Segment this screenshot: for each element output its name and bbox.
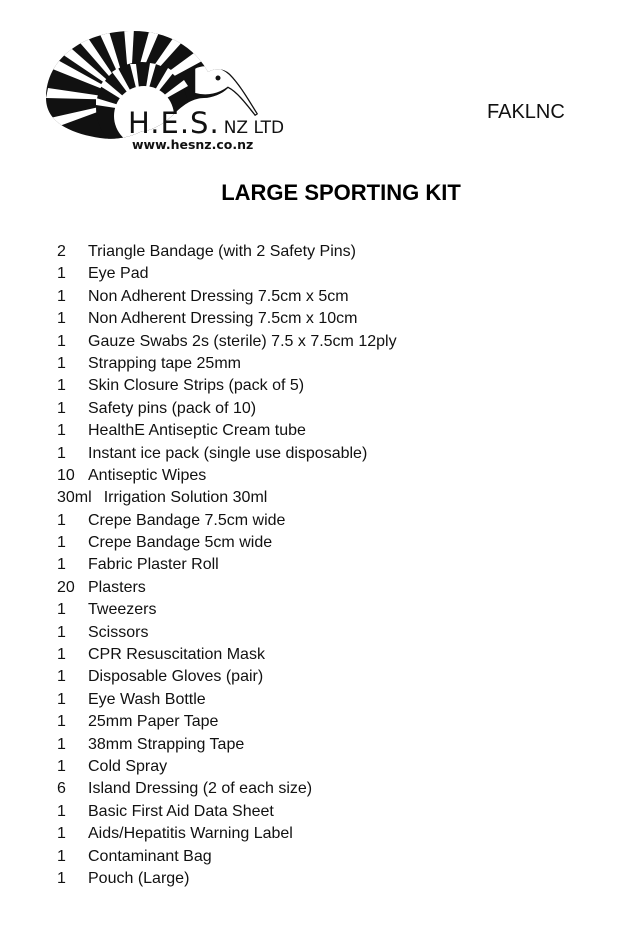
- item-quantity: 1: [57, 377, 66, 395]
- list-item: [57, 644, 397, 666]
- item-description: Pouch (Large): [88, 869, 190, 887]
- item-description: Plasters: [88, 578, 146, 596]
- item-quantity: 30ml: [57, 489, 92, 507]
- item-quantity: 1: [57, 265, 66, 283]
- item-description: Irrigation Solution 30ml: [103, 489, 268, 507]
- item-description: Antiseptic Wipes: [88, 466, 207, 484]
- list-item: [57, 241, 397, 263]
- website-url: www.hesnz.co.nz: [132, 137, 254, 152]
- item-quantity: 1: [57, 802, 66, 820]
- list-item: [57, 510, 397, 532]
- item-quantity: 1: [57, 310, 66, 328]
- company-name: [128, 106, 284, 140]
- item-description: Island Dressing (2 of each size): [88, 780, 313, 798]
- item-description: Crepe Bandage 5cm wide: [88, 534, 273, 552]
- item-description: Non Adherent Dressing 7.5cm x 5cm: [88, 287, 349, 305]
- item-description: HealthE Antiseptic Cream tube: [88, 422, 306, 440]
- item-description: Strapping tape 25mm: [88, 354, 241, 372]
- brand-name: H.E.S.: [128, 106, 220, 140]
- list-item: [57, 286, 397, 308]
- list-item: [57, 308, 397, 330]
- item-quantity: 1: [57, 825, 66, 843]
- item-description: Contaminant Bag: [88, 847, 212, 865]
- list-item: [57, 599, 397, 621]
- page-title: LARGE SPORTING KIT: [221, 180, 461, 205]
- item-description: Safety pins (pack of 10): [88, 399, 257, 417]
- item-quantity: 1: [57, 534, 66, 552]
- list-item: [57, 398, 397, 420]
- item-description: Eye Pad: [88, 265, 149, 283]
- product-code: FAKLNC: [487, 101, 565, 123]
- list-item: [57, 465, 397, 487]
- list-item: [57, 554, 397, 576]
- item-description: Cold Spray: [88, 757, 168, 775]
- item-quantity: 1: [57, 556, 66, 574]
- item-description: Non Adherent Dressing 7.5cm x 10cm: [88, 310, 358, 328]
- item-description: CPR Resuscitation Mask: [88, 646, 265, 664]
- item-quantity: 1: [57, 623, 66, 641]
- item-description: Basic First Aid Data Sheet: [88, 802, 274, 820]
- item-description: 38mm Strapping Tape: [88, 735, 245, 753]
- item-description: Skin Closure Strips (pack of 5): [88, 377, 305, 395]
- item-description: Disposable Gloves (pair): [88, 668, 264, 686]
- item-quantity: 1: [57, 422, 66, 440]
- list-item: [57, 487, 397, 509]
- item-quantity: 1: [57, 646, 66, 664]
- item-description: Instant ice pack (single use disposable): [88, 444, 368, 462]
- list-item: [57, 532, 397, 554]
- list-item: [57, 823, 397, 845]
- item-quantity: 1: [57, 444, 66, 462]
- item-quantity: 2: [57, 243, 66, 260]
- item-quantity: 1: [57, 601, 66, 619]
- item-quantity: 1: [57, 690, 66, 708]
- item-quantity: 1: [57, 354, 66, 372]
- list-item: [57, 868, 397, 890]
- item-quantity: 1: [57, 757, 66, 775]
- item-quantity: 1: [57, 735, 66, 753]
- item-quantity: 1: [57, 287, 66, 305]
- list-item: [57, 689, 397, 711]
- list-item: [57, 353, 397, 375]
- item-quantity: 6: [57, 780, 66, 798]
- list-item: [57, 263, 397, 285]
- item-description: Gauze Swabs 2s (sterile) 7.5 x 7.5cm 12ply: [88, 332, 397, 350]
- item-quantity: 10: [57, 466, 75, 484]
- item-quantity: 1: [57, 713, 66, 731]
- item-quantity: 1: [57, 869, 66, 887]
- list-item: [57, 622, 397, 644]
- item-description: 25mm Paper Tape: [88, 713, 219, 731]
- list-item: [57, 734, 397, 756]
- list-item: [57, 778, 397, 800]
- list-item: [57, 846, 397, 868]
- item-description: Eye Wash Bottle: [88, 690, 206, 708]
- list-item: [57, 801, 397, 823]
- list-item: [57, 443, 397, 465]
- item-quantity: 1: [57, 847, 66, 865]
- item-quantity: 1: [57, 668, 66, 686]
- item-description: Crepe Bandage 7.5cm wide: [88, 511, 286, 529]
- brand-suffix: NZ LTD: [223, 118, 285, 138]
- item-description: Aids/Hepatitis Warning Label: [88, 825, 293, 843]
- item-quantity: 1: [57, 399, 66, 417]
- list-item: [57, 331, 397, 353]
- list-item: [57, 577, 397, 599]
- item-quantity: 1: [57, 511, 66, 529]
- item-description: Triangle Bandage (with 2 Safety Pins): [88, 243, 356, 260]
- item-description: Scissors: [88, 623, 149, 641]
- list-item: [57, 756, 397, 778]
- kit-contents-list: [57, 241, 397, 890]
- list-item: [57, 666, 397, 688]
- item-quantity: 20: [57, 578, 75, 596]
- list-item: [57, 711, 397, 733]
- item-quantity: 1: [57, 332, 66, 350]
- list-item: [57, 420, 397, 442]
- item-description: Tweezers: [88, 601, 157, 619]
- list-item: [57, 375, 397, 397]
- item-description: Fabric Plaster Roll: [88, 556, 219, 574]
